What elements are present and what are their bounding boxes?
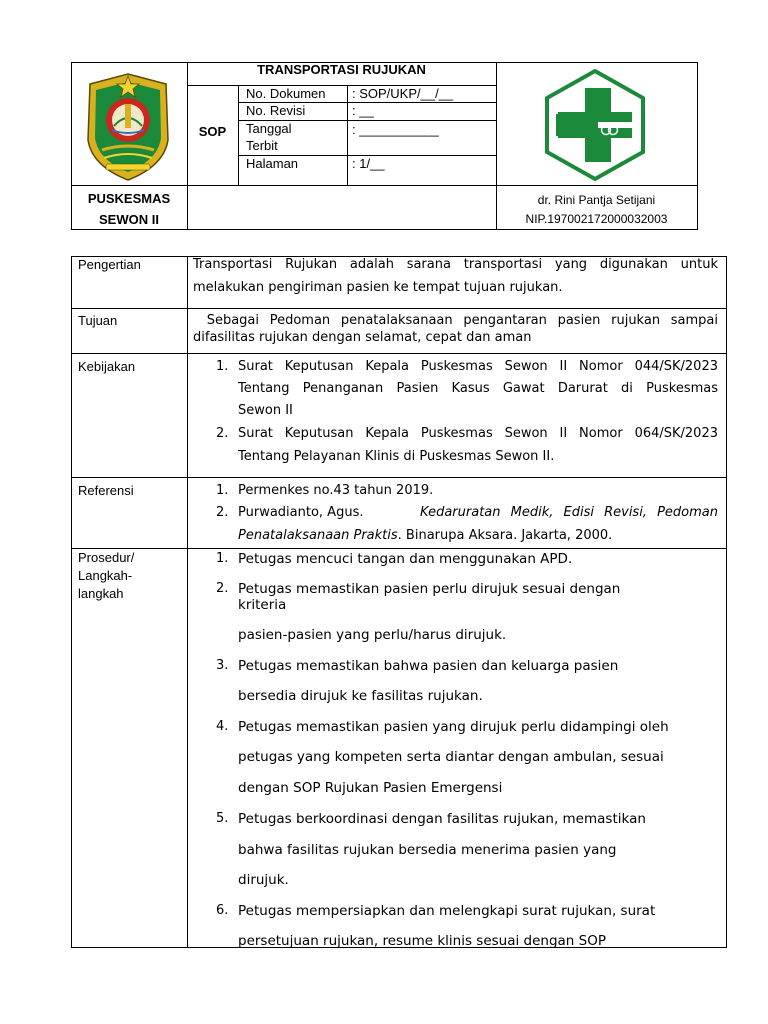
pengertian-line2: melakukan pengiriman pasien ke tempat tujuan rujukan. — [193, 280, 563, 295]
label-pengertian: Pengertian — [78, 257, 141, 272]
field-label-halaman: Halaman — [246, 156, 299, 171]
referensi-2-author: Purwadianto, Agus. — [238, 505, 364, 520]
step-4-line1: Petugas memastikan pasien yang dirujuk perlu didampingi oleh — [238, 719, 669, 735]
field-label-terbit: Terbit — [246, 138, 278, 153]
kebijakan-1-line3: Sewon II — [238, 403, 293, 418]
tujuan-line2: difasilitas rujukan dengan selamat, cepat dan aman — [193, 330, 532, 345]
step-num-5: 5. — [216, 811, 229, 826]
org-name-line1: PUSKESMAS — [87, 191, 171, 206]
field-label-no-dokumen: No. Dokumen — [246, 86, 326, 101]
step-5-line3: dirujuk. — [238, 872, 289, 888]
bantul-emblem-icon — [82, 70, 174, 182]
step-2-line2: kriteria — [238, 597, 287, 613]
label-tujuan: Tujuan — [78, 313, 118, 328]
step-2-line3: pasien-pasien yang perlu/harus dirujuk. — [238, 627, 507, 643]
kebijakan-num-1: 1. — [216, 359, 229, 374]
referensi-1: Permenkes no.43 tahun 2019. — [238, 483, 434, 498]
step-3-line2: bersedia dirujuk ke fasilitas rujukan. — [238, 688, 483, 704]
step-1-line1: Petugas mencuci tangan dan menggunakan APD. — [238, 551, 573, 567]
step-num-6: 6. — [216, 903, 229, 918]
step-num-1: 1. — [216, 551, 229, 566]
step-5-line1: Petugas berkoordinasi dengan fasilitas rujukan, memastikan — [238, 811, 646, 827]
sop-label: SOP — [198, 124, 227, 139]
kebijakan-num-2: 2. — [216, 426, 229, 441]
referensi-2-publisher: . Binarupa Aksara. Jakarta, 2000. — [397, 528, 613, 543]
step-4-line2: petugas yang kompeten serta diantar dengan ambulan, sesuai — [238, 749, 664, 765]
pengertian-line1: Transportasi Rujukan adalah sarana transportasi yang digunakan untuk — [193, 257, 718, 272]
tujuan-line1: Sebagai Pedoman penatalaksanaan pengantaran pasien rujukan sampai — [196, 313, 718, 328]
label-prosedur-line1: Prosedur/ — [78, 550, 135, 565]
step-2-line1: Petugas memastikan pasien perlu dirujuk sesuai dengan — [238, 581, 621, 597]
step-4-line3: dengan SOP Rujukan Pasien Emergensi — [238, 780, 503, 796]
field-value-tanggal-terbit: : ___________ — [352, 122, 439, 137]
referensi-num-1: 1. — [216, 483, 229, 498]
referensi-2b — [238, 528, 612, 544]
step-num-3: 3. — [216, 658, 229, 673]
field-label-no-revisi: No. Revisi — [246, 103, 306, 118]
signer-name: dr. Rini Pantja Setijani — [537, 193, 656, 207]
org-name-line2: SEWON II — [99, 212, 159, 227]
puskesmas-cross-icon — [538, 68, 652, 182]
label-prosedur-line2: Langkah- — [78, 568, 133, 583]
document-title: TRANSPORTASI RUJUKAN — [257, 62, 426, 77]
referensi-num-2: 2. — [216, 505, 229, 520]
kebijakan-2-line1: Surat Keputusan Kepala Puskesmas Sewon II Nomor 064/SK/2023 — [238, 426, 718, 441]
step-3-line1: Petugas memastikan bahwa pasien dan keluarga pasien — [238, 658, 619, 674]
referensi-2-subtitle: Penatalaksanaan Praktis — [238, 528, 398, 543]
step-6-line1: Petugas mempersiapkan dan melengkapi surat rujukan, surat — [238, 903, 656, 919]
step-5-line2: bahwa fasilitas rujukan bersedia menerima pasien yang — [238, 842, 617, 858]
referensi-2-title: Kedaruratan Medik, Edisi Revisi, Pedoman — [420, 505, 718, 520]
label-kebijakan: Kebijakan — [78, 359, 136, 374]
field-label-tanggal: Tanggal — [246, 121, 292, 136]
signer-nip: NIP.197002172000032003 — [525, 212, 668, 226]
label-referensi: Referensi — [78, 483, 134, 498]
field-value-no-dokumen: : SOP/UKP/__/__ — [352, 86, 454, 101]
kebijakan-1-line2: Tentang Penanganan Pasien Kasus Gawat Darurat di Puskesmas — [238, 381, 718, 396]
kebijakan-1-line1: Surat Keputusan Kepala Puskesmas Sewon II Nomor 044/SK/2023 — [238, 359, 718, 374]
step-num-2: 2. — [216, 581, 229, 596]
referensi-2a — [238, 505, 718, 521]
step-num-4: 4. — [216, 719, 229, 734]
label-prosedur-line3: langkah — [78, 586, 124, 601]
step-6-line2: persetujuan rujukan, resume klinis sesuai dengan SOP — [238, 933, 606, 949]
field-value-halaman: : 1/__ — [352, 156, 385, 171]
field-value-no-revisi: : __ — [352, 103, 374, 118]
kebijakan-2-line2: Tentang Pelayanan Klinis di Puskesmas Sewon II. — [238, 449, 555, 464]
